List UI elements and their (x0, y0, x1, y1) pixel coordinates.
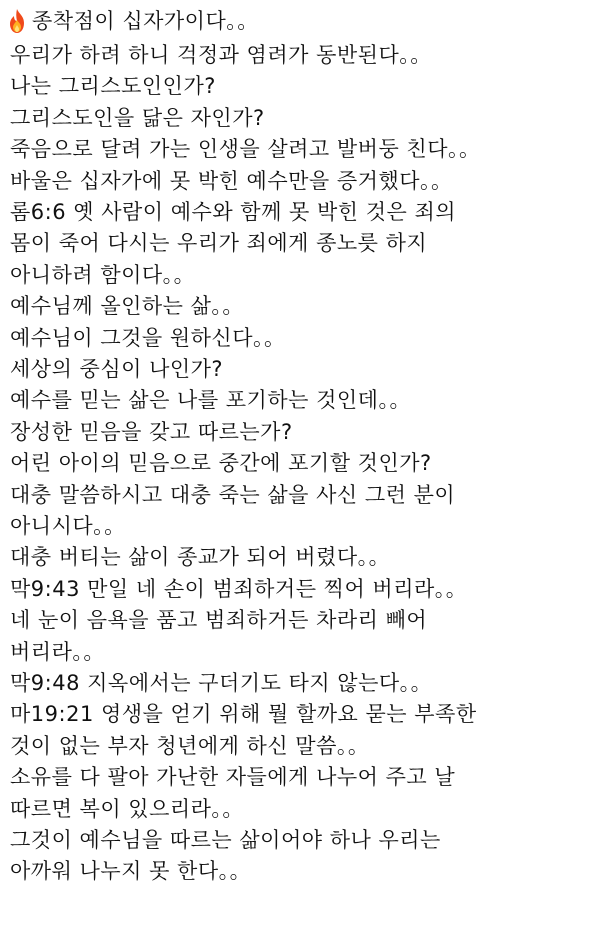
fire-icon (6, 8, 28, 34)
text-line: 롬6:6 옛 사람이 예수와 함께 못 박힌 것은 죄의 (10, 200, 457, 224)
text-line: 우리가 하려 하니 걱정과 염려가 동반된다。。 (10, 43, 432, 67)
text-line: 것이 없는 부자 청년에게 하신 말씀。。 (10, 733, 370, 758)
text-line: 나는 그리스도인인가? (10, 74, 216, 99)
text-line: 마19:21 영생을 얻기 위해 뭘 할까요 묻는 부족한 (10, 702, 477, 727)
text-line: 네 눈이 음욕을 품고 범죄하거든 차라리 빼어 (10, 608, 428, 633)
text-line: 소유를 다 팔아 가난한 자들에게 나누어 주고 날 (10, 765, 456, 790)
text-line: 몸이 죽어 다시는 우리가 죄에게 종노릇 하지 (10, 231, 428, 256)
text-line: 세상의 중심이 나인가? (10, 357, 224, 381)
text-line: 아니시다。。 (10, 514, 126, 538)
text-line: 죽음으로 달려 가는 인생을 살려고 발버둥 친다。。 (10, 137, 481, 162)
text-line: 어린 아이의 믿음으로 중간에 포기할 것인가? (10, 451, 432, 476)
text-line: 아까워 나누지 못 한다。。 (10, 859, 252, 884)
text-line: 막9:43 만일 네 손이 범죄하거든 찍어 버리라。。 (10, 576, 468, 601)
text-line: 그것이 예수님을 따르는 삶이어야 하나 우리는 (10, 828, 441, 852)
text-line: 막9:48 지옥에서는 구더기도 타지 않는다。。 (10, 671, 433, 695)
text-line: 그리스도인을 닮은 자인가? (10, 105, 265, 130)
text-line: 예수를 믿는 삶은 나를 포기하는 것인데。。 (10, 388, 411, 413)
text-line: 아니하려 함이다。。 (10, 262, 196, 287)
text-line: 대충 말씀하시고 대충 죽는 삶을 사신 그런 분이 (10, 482, 456, 507)
text-line: 예수님이 그것을 원하신다。。 (10, 325, 286, 350)
text-line: 대충 버티는 삶이 종교가 되어 버렸다。。 (10, 545, 391, 570)
text-line: 장성한 믿음을 갖고 따르는가? (10, 419, 293, 444)
page-title: 종착점이 십자가이다。。 (32, 9, 259, 33)
text-line: 바울은 십자가에 못 박힌 예수만을 증거했다。。 (10, 168, 453, 193)
title-row (6, 6, 259, 36)
text-line: 예수님께 올인하는 삶。。 (10, 294, 244, 319)
text-line: 버리라。。 (10, 639, 105, 664)
text-line: 따르면 복이 있으리라。。 (10, 796, 244, 821)
